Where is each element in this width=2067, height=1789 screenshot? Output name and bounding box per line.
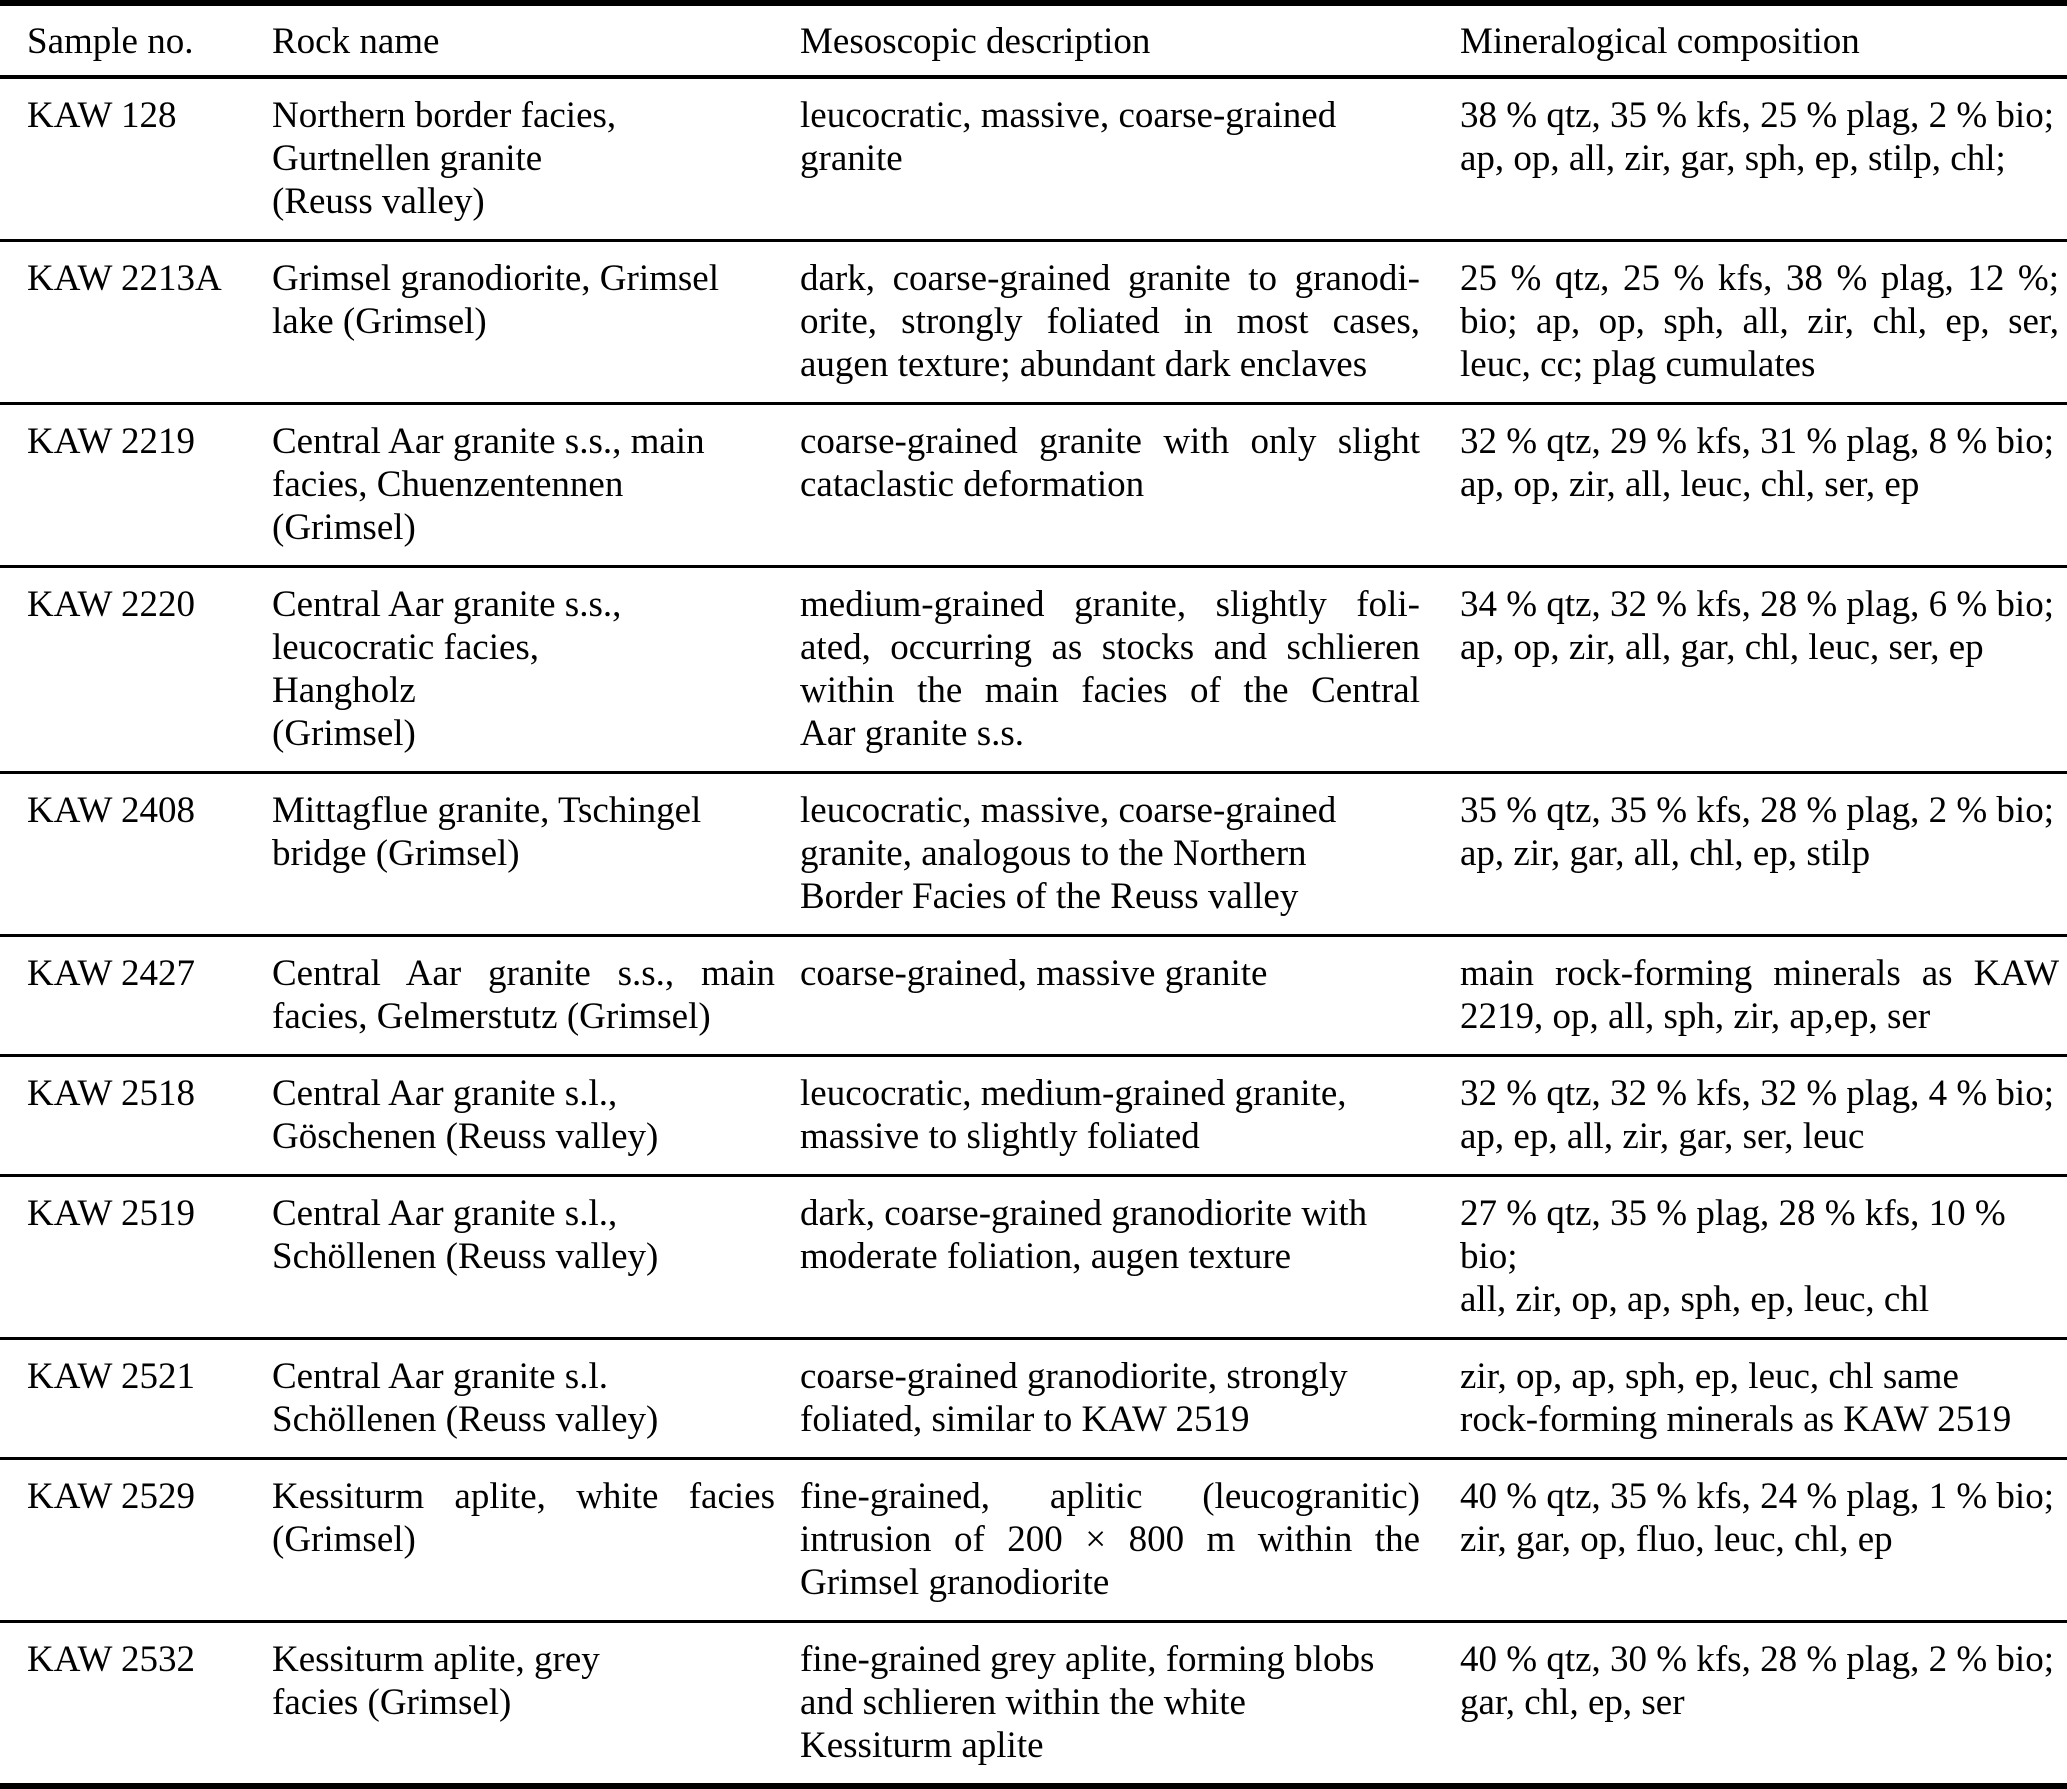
cell-line: KAW 2529 — [27, 1476, 195, 1517]
cell-line: Central Aar granite s.s., main — [272, 953, 775, 994]
mineralogy-cell — [1460, 773, 2067, 936]
description-cell — [800, 1339, 1460, 1459]
mineralogy-cell — [1460, 1056, 2067, 1176]
cell-line: Central Aar granite s.l. — [272, 1356, 608, 1397]
mineralogy-cell — [1460, 1459, 2067, 1622]
cell-line: coarse-grained granite with only slight — [800, 421, 1420, 462]
column-header-rock-name: Rock name — [272, 21, 440, 62]
cell-line: KAW 2219 — [27, 421, 195, 462]
cell-line: Grimsel granodiorite — [800, 1562, 1110, 1603]
cell-line: intrusion of 200 × 800 m within the — [800, 1519, 1420, 1560]
description-cell — [800, 567, 1460, 773]
sample-no-cell — [0, 1622, 272, 1787]
mineralogy-cell — [1460, 1339, 2067, 1459]
table-header — [0, 3, 2067, 77]
cell-line: leucocratic facies, — [272, 627, 540, 668]
rock-name-cell — [272, 567, 800, 773]
cell-line: lake (Grimsel) — [272, 301, 487, 342]
cell-line: (Grimsel) — [272, 1519, 416, 1560]
cell-line: zir, gar, op, fluo, leuc, chl, ep — [1460, 1519, 1893, 1560]
cell-line: ap, ep, all, zir, gar, ser, leuc — [1460, 1116, 1865, 1157]
description-cell — [800, 1176, 1460, 1339]
cell-line: 34 % qtz, 32 % kfs, 28 % plag, 6 % bio; — [1460, 584, 2054, 625]
rock-name-cell — [272, 77, 800, 241]
rock-name-cell — [272, 1176, 800, 1339]
mineralogy-cell — [1460, 1622, 2067, 1787]
table-row — [0, 1339, 2067, 1459]
sample-no-cell — [0, 567, 272, 773]
cell-line: facies, Chuenzentennen — [272, 464, 624, 505]
table-row — [0, 241, 2067, 404]
cell-line: Central Aar granite s.s., main — [272, 421, 705, 462]
sample-no-cell — [0, 1176, 272, 1339]
description-cell — [800, 1622, 1460, 1787]
sample-no-cell — [0, 1056, 272, 1176]
rock-name-cell — [272, 1056, 800, 1176]
sample-no-cell — [0, 773, 272, 936]
rock-name-cell — [272, 773, 800, 936]
cell-line: bridge (Grimsel) — [272, 833, 520, 874]
cell-line: Hangholz — [272, 670, 416, 711]
cell-line: Kessiturm aplite — [800, 1725, 1044, 1766]
cell-line: 40 % qtz, 30 % kfs, 28 % plag, 2 % bio; — [1460, 1639, 2054, 1680]
mineralogy-cell — [1460, 936, 2067, 1056]
cell-line: 32 % qtz, 29 % kfs, 31 % plag, 8 % bio; — [1460, 421, 2054, 462]
cell-line: 40 % qtz, 35 % kfs, 24 % plag, 1 % bio; — [1460, 1476, 2054, 1517]
cell-line: Gurtnellen granite — [272, 138, 543, 179]
cell-line: Aar granite s.s. — [800, 713, 1024, 754]
cell-line: Central Aar granite s.l., — [272, 1193, 618, 1234]
cell-line: Kessiturm aplite, white facies — [272, 1476, 775, 1517]
cell-line: 25 % qtz, 25 % kfs, 38 % plag, 12 %; — [1460, 258, 2059, 299]
sample-no-cell — [0, 1339, 272, 1459]
cell-line: Border Facies of the Reuss valley — [800, 876, 1299, 917]
rock-name-cell — [272, 936, 800, 1056]
cell-line: KAW 2408 — [27, 790, 195, 831]
cell-line: medium-grained granite, slightly foli- — [800, 584, 1420, 625]
cell-line: granite — [800, 138, 903, 179]
header-row — [0, 3, 2067, 77]
cell-line: cataclastic deformation — [800, 464, 1145, 505]
cell-line: Mittagflue granite, Tschingel — [272, 790, 702, 831]
rock-name-cell — [272, 404, 800, 567]
cell-line: KAW 2521 — [27, 1356, 195, 1397]
cell-line: KAW 2220 — [27, 584, 195, 625]
cell-line: KAW 2427 — [27, 953, 195, 994]
cell-line: zir, op, ap, sph, ep, leuc, chl same — [1460, 1356, 1959, 1397]
cell-line: all, zir, op, ap, sph, ep, leuc, chl — [1460, 1279, 1930, 1320]
sample-no-cell — [0, 404, 272, 567]
sample-no-cell — [0, 77, 272, 241]
cell-line: Göschenen (Reuss valley) — [272, 1116, 659, 1157]
cell-line: leuc, cc; plag cumulates — [1460, 344, 1816, 385]
cell-line: KAW 2213A — [27, 258, 222, 299]
cell-line: leucocratic, medium-grained granite, — [800, 1073, 1347, 1114]
cell-line: leucocratic, massive, coarse-grained — [800, 95, 1337, 136]
cell-line: within the main facies of the Central — [800, 670, 1420, 711]
cell-line: granite, analogous to the Northern — [800, 833, 1307, 874]
table-row — [0, 404, 2067, 567]
column-header-sample-no: Sample no. — [27, 21, 194, 62]
column-header-mesoscopic-description: Mesoscopic description — [800, 21, 1151, 62]
table-row — [0, 1622, 2067, 1787]
cell-line: Kessiturm aplite, grey — [272, 1639, 600, 1680]
rock-name-cell — [272, 1339, 800, 1459]
mineralogy-cell — [1460, 1176, 2067, 1339]
cell-line: ap, op, zir, all, leuc, chl, ser, ep — [1460, 464, 1920, 505]
mineralogy-cell — [1460, 77, 2067, 241]
table-row — [0, 567, 2067, 773]
cell-line: coarse-grained granodiorite, strongly — [800, 1356, 1348, 1397]
cell-line: 35 % qtz, 35 % kfs, 28 % plag, 2 % bio; — [1460, 790, 2054, 831]
cell-line: Northern border facies, — [272, 95, 617, 136]
mineralogy-cell — [1460, 241, 2067, 404]
description-cell — [800, 1056, 1460, 1176]
description-cell — [800, 241, 1460, 404]
cell-line: ap, op, all, zir, gar, sph, ep, stilp, chl; — [1460, 138, 2006, 179]
cell-line: ap, zir, gar, all, chl, ep, stilp — [1460, 833, 1871, 874]
cell-line: ap, op, zir, all, gar, chl, leuc, ser, ep — [1460, 627, 1984, 668]
cell-line: facies, Gelmerstutz (Grimsel) — [272, 996, 711, 1037]
cell-line: KAW 2519 — [27, 1193, 195, 1234]
cell-line: dark, coarse-grained granodiorite with — [800, 1193, 1368, 1234]
table-row — [0, 773, 2067, 936]
column-header-mineralogical-composition: Mineralogical composition — [1460, 21, 1860, 62]
cell-line: (Reuss valley) — [272, 181, 485, 222]
table-row — [0, 936, 2067, 1056]
cell-line: ated, occurring as stocks and schlieren — [800, 627, 1420, 668]
cell-line: facies (Grimsel) — [272, 1682, 512, 1723]
cell-line: leucocratic, massive, coarse-grained — [800, 790, 1337, 831]
cell-line: gar, chl, ep, ser — [1460, 1682, 1685, 1723]
cell-line: 32 % qtz, 32 % kfs, 32 % plag, 4 % bio; — [1460, 1073, 2054, 1114]
table-body — [0, 77, 2067, 1786]
cell-line: fine-grained grey aplite, forming blobs — [800, 1639, 1375, 1680]
description-cell — [800, 77, 1460, 241]
table-row — [0, 1176, 2067, 1339]
cell-line: KAW 128 — [27, 95, 177, 136]
cell-line: Schöllenen (Reuss valley) — [272, 1236, 659, 1277]
cell-line: (Grimsel) — [272, 713, 416, 754]
cell-line: Grimsel granodiorite, Grimsel — [272, 258, 719, 299]
cell-line: KAW 2532 — [27, 1639, 195, 1680]
description-cell — [800, 936, 1460, 1056]
cell-line: and schlieren within the white — [800, 1682, 1246, 1723]
description-cell — [800, 1459, 1460, 1622]
cell-line: orite, strongly foliated in most cases, — [800, 301, 1420, 342]
cell-line: Schöllenen (Reuss valley) — [272, 1399, 659, 1440]
rock-name-cell — [272, 1459, 800, 1622]
cell-line: coarse-grained, massive granite — [800, 953, 1268, 994]
cell-line: 38 % qtz, 35 % kfs, 25 % plag, 2 % bio; — [1460, 95, 2054, 136]
cell-line: (Grimsel) — [272, 507, 416, 548]
sample-no-cell — [0, 936, 272, 1056]
cell-line: bio; ap, op, sph, all, zir, chl, ep, ser, — [1460, 301, 2059, 342]
cell-line: Central Aar granite s.s., — [272, 584, 622, 625]
rock-name-cell — [272, 241, 800, 404]
rock-name-cell — [272, 1622, 800, 1787]
sample-no-cell — [0, 1459, 272, 1622]
cell-line: massive to slightly foliated — [800, 1116, 1200, 1157]
table-row — [0, 77, 2067, 241]
mineralogy-cell — [1460, 404, 2067, 567]
cell-line: dark, coarse-grained granite to granodi- — [800, 258, 1420, 299]
table-row — [0, 1459, 2067, 1622]
cell-line: Central Aar granite s.l., — [272, 1073, 618, 1114]
cell-line: foliated, similar to KAW 2519 — [800, 1399, 1250, 1440]
table-row — [0, 1056, 2067, 1176]
description-cell — [800, 773, 1460, 936]
cell-line: KAW 2518 — [27, 1073, 195, 1114]
cell-line: rock-forming minerals as KAW 2519 — [1460, 1399, 2012, 1440]
sample-no-cell — [0, 241, 272, 404]
mineralogy-cell — [1460, 567, 2067, 773]
description-cell — [800, 404, 1460, 567]
cell-line: augen texture; abundant dark enclaves — [800, 344, 1368, 385]
cell-line: main rock-forming minerals as KAW — [1460, 953, 2059, 994]
cell-line: 2219, op, all, sph, zir, ap,ep, ser — [1460, 996, 1931, 1037]
cell-line: moderate foliation, augen texture — [800, 1236, 1292, 1277]
cell-line: fine-grained, aplitic (leucogranitic) — [800, 1476, 1420, 1517]
cell-line: 27 % qtz, 35 % plag, 28 % kfs, 10 % bio; — [1460, 1193, 2006, 1277]
